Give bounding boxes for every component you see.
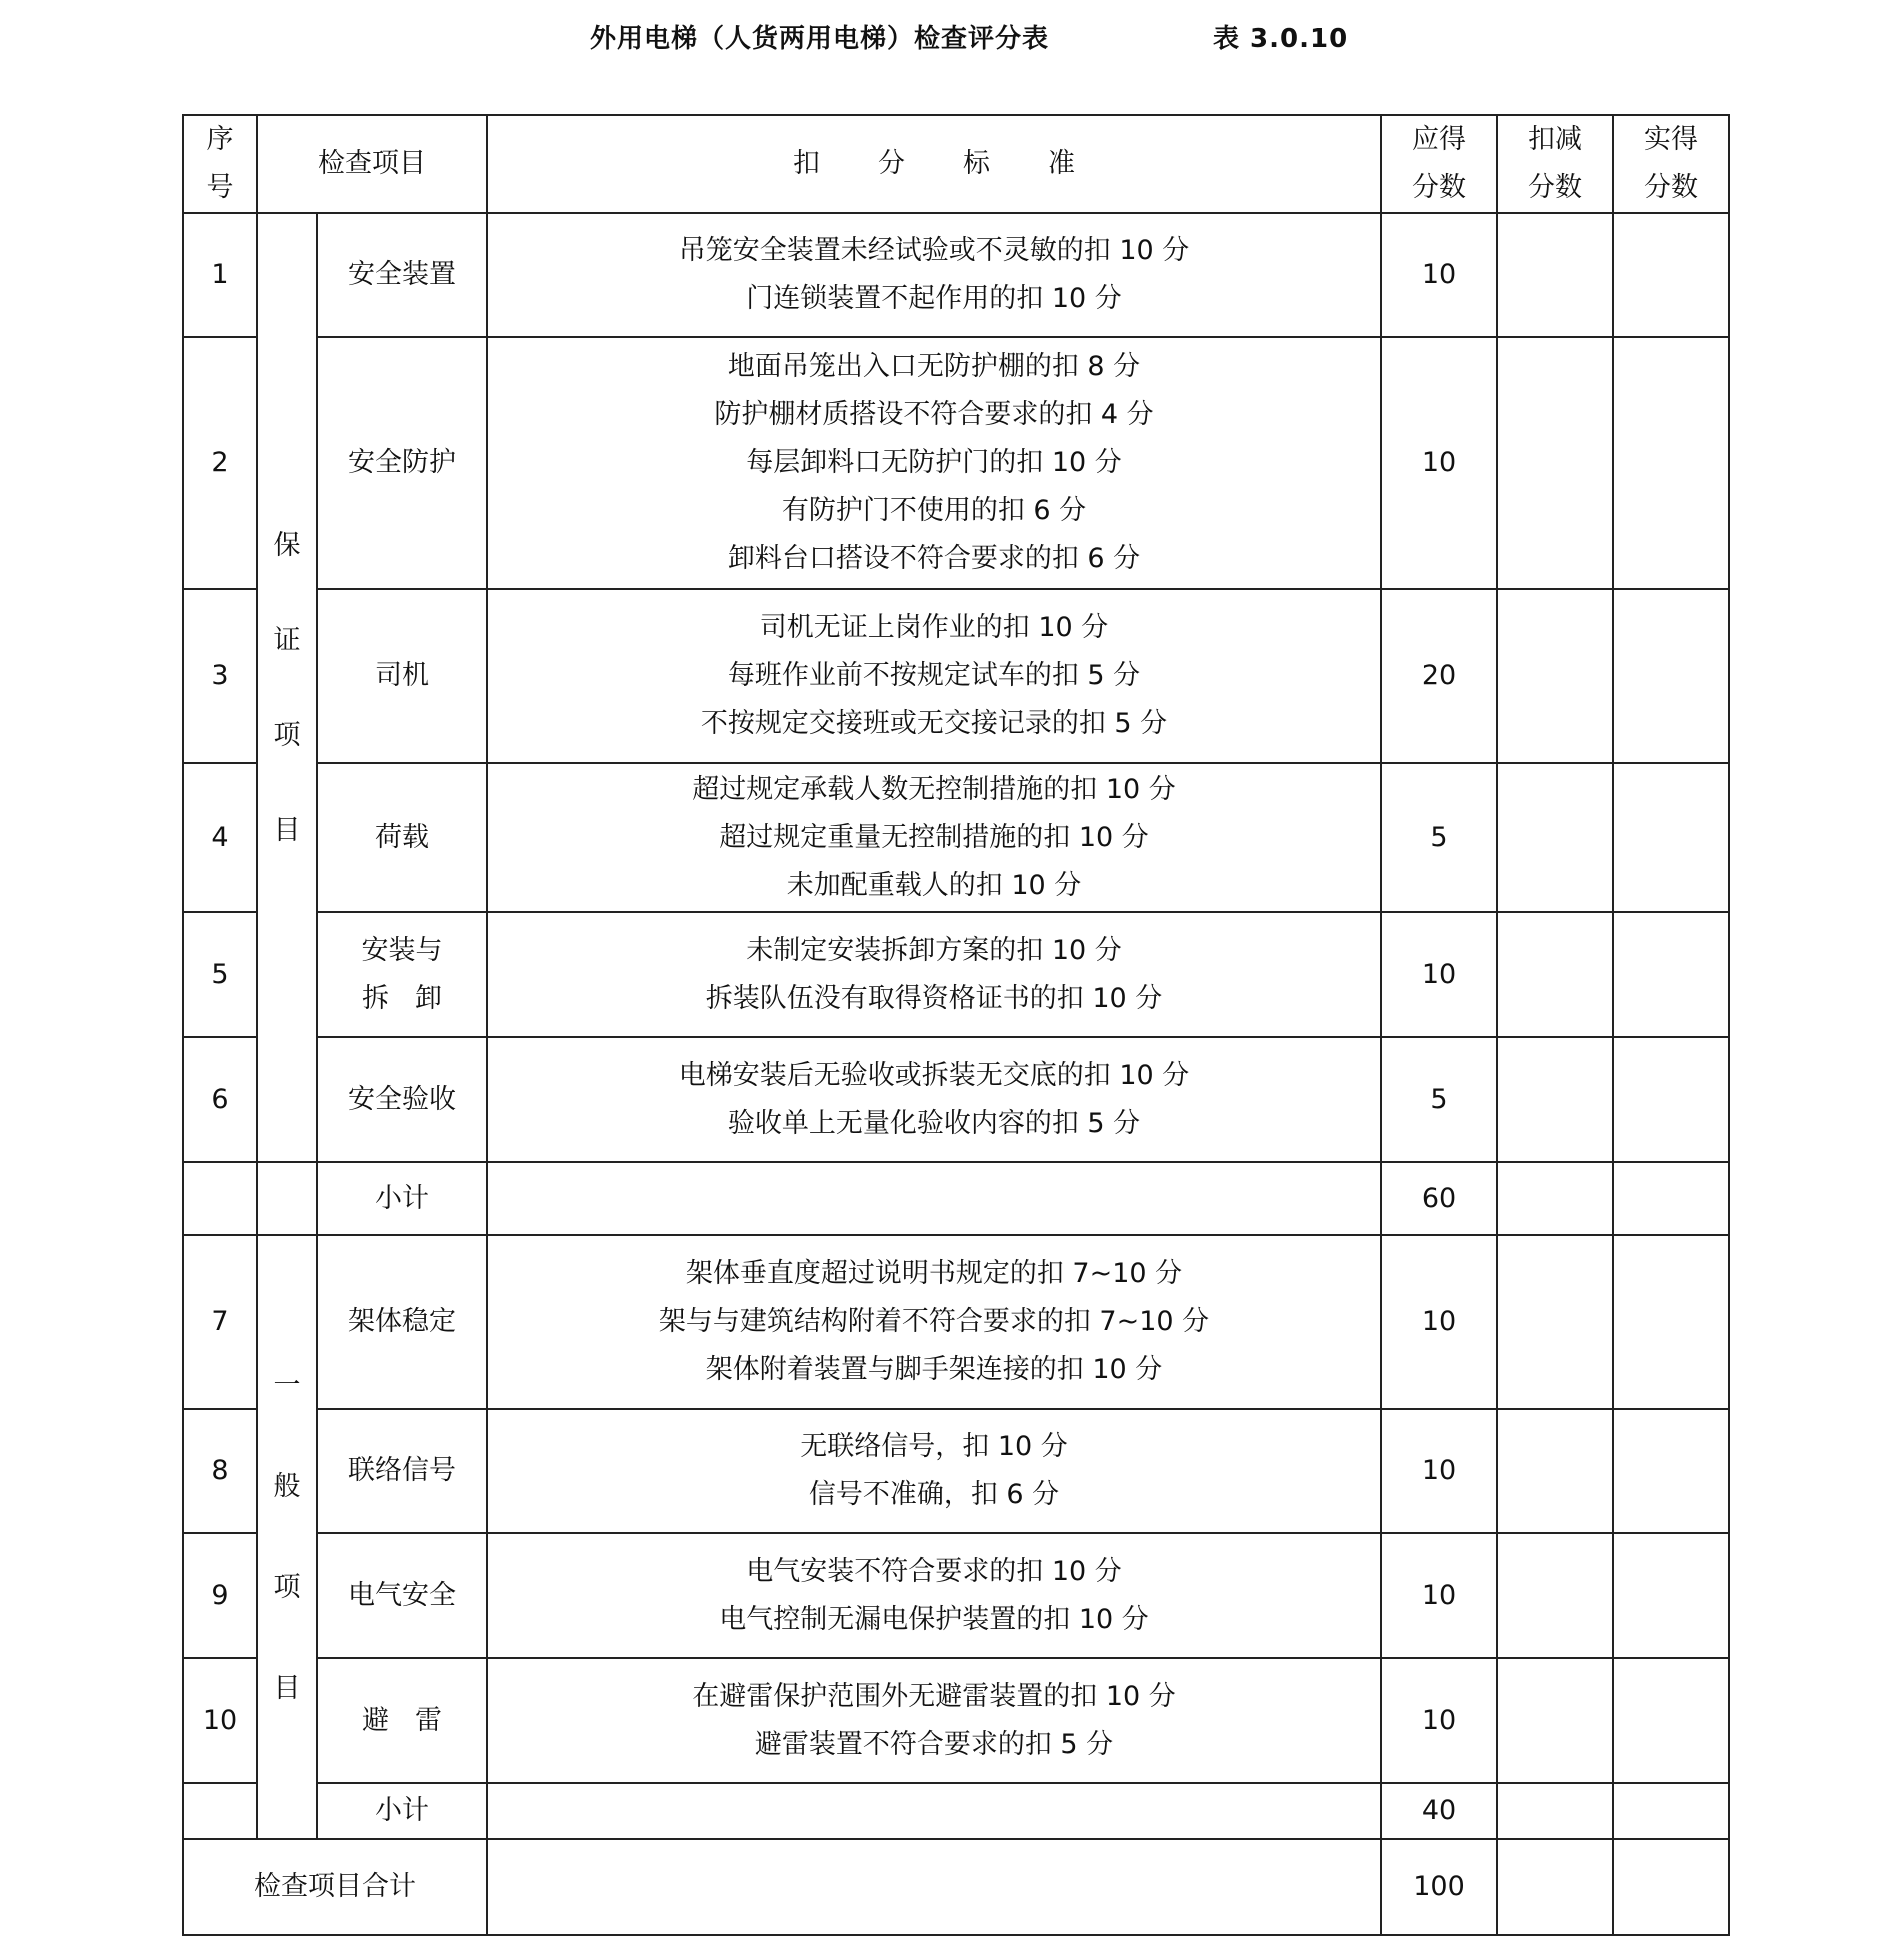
due-score: 20 bbox=[1381, 589, 1497, 763]
deduction-standard: 地面吊笼出入口无防护棚的扣 8 分 防护棚材质搭设不符合要求的扣 4 分 每层卸料口无防护门的扣 10 分 有防护门不使用的扣 6 分 卸料台口搭设不符合要求的扣 6 分 bbox=[487, 337, 1381, 589]
title-bar bbox=[0, 18, 1897, 62]
score-table bbox=[182, 114, 1730, 1936]
due-score: 10 bbox=[1381, 213, 1497, 337]
row-number: 8 bbox=[183, 1409, 257, 1533]
subtotal-row bbox=[183, 1162, 1729, 1235]
item-name: 司机 bbox=[317, 589, 487, 763]
deduct-score-cell[interactable] bbox=[1497, 1037, 1613, 1162]
row-number: 2 bbox=[183, 337, 257, 589]
actual-score-cell[interactable] bbox=[1613, 1409, 1729, 1533]
actual-score-cell[interactable] bbox=[1613, 1235, 1729, 1409]
subtotal-score: 40 bbox=[1381, 1783, 1497, 1839]
due-score: 5 bbox=[1381, 763, 1497, 912]
row-number: 10 bbox=[183, 1658, 257, 1783]
due-score: 10 bbox=[1381, 912, 1497, 1037]
deduction-standard: 在避雷保护范围外无避雷装置的扣 10 分 避雷装置不符合要求的扣 5 分 bbox=[487, 1658, 1381, 1783]
row-number: 3 bbox=[183, 589, 257, 763]
deduction-standard: 电梯安装后无验收或拆装无交底的扣 10 分 验收单上无量化验收内容的扣 5 分 bbox=[487, 1037, 1381, 1162]
actual-score-cell[interactable] bbox=[1613, 1839, 1729, 1935]
deduction-standard: 吊笼安全装置未经试验或不灵敏的扣 10 分 门连锁装置不起作用的扣 10 分 bbox=[487, 213, 1381, 337]
item-name: 避雷 bbox=[317, 1658, 487, 1783]
actual-score-cell[interactable] bbox=[1613, 213, 1729, 337]
row-number: 7 bbox=[183, 1235, 257, 1409]
subtotal-label: 小计 bbox=[317, 1783, 487, 1839]
document-title: 外用电梯（人货两用电梯）检查评分表 bbox=[590, 24, 1050, 54]
table-row bbox=[183, 912, 1729, 1037]
table-row bbox=[183, 1235, 1729, 1409]
deduct-score-cell[interactable] bbox=[1497, 337, 1613, 589]
group-label-general: 一 般 项 目 bbox=[257, 1235, 317, 1839]
total-label: 检查项目合计 bbox=[183, 1839, 487, 1935]
header-due-score: 应得 分数 bbox=[1381, 115, 1497, 213]
item-name: 电气安全 bbox=[317, 1533, 487, 1658]
table-row bbox=[183, 763, 1729, 912]
actual-score-cell[interactable] bbox=[1613, 1533, 1729, 1658]
deduct-score-cell[interactable] bbox=[1497, 1235, 1613, 1409]
deduction-standard: 电气安装不符合要求的扣 10 分 电气控制无漏电保护装置的扣 10 分 bbox=[487, 1533, 1381, 1658]
deduct-score-cell[interactable] bbox=[1497, 1839, 1613, 1935]
deduct-score-cell[interactable] bbox=[1497, 589, 1613, 763]
table-row bbox=[183, 1658, 1729, 1783]
actual-score-cell[interactable] bbox=[1613, 763, 1729, 912]
subtotal-label: 小计 bbox=[317, 1162, 487, 1235]
item-name: 架体稳定 bbox=[317, 1235, 487, 1409]
item-name: 荷载 bbox=[317, 763, 487, 912]
subtotal-empty-seq bbox=[183, 1162, 257, 1235]
actual-score-cell[interactable] bbox=[1613, 1658, 1729, 1783]
deduction-standard: 无联络信号，扣 10 分 信号不准确，扣 6 分 bbox=[487, 1409, 1381, 1533]
due-score: 10 bbox=[1381, 1658, 1497, 1783]
deduct-score-cell[interactable] bbox=[1497, 1533, 1613, 1658]
actual-score-cell[interactable] bbox=[1613, 589, 1729, 763]
deduct-score-cell[interactable] bbox=[1497, 912, 1613, 1037]
deduct-score-cell[interactable] bbox=[1497, 213, 1613, 337]
total-empty-standard bbox=[487, 1839, 1381, 1935]
deduction-standard: 架体垂直度超过说明书规定的扣 7~10 分 架与与建筑结构附着不符合要求的扣 7~10 分 架体附着装置与脚手架连接的扣 10 分 bbox=[487, 1235, 1381, 1409]
actual-score-cell[interactable] bbox=[1613, 912, 1729, 1037]
total-score: 100 bbox=[1381, 1839, 1497, 1935]
header-item: 检查项目 bbox=[257, 115, 487, 213]
row-number: 4 bbox=[183, 763, 257, 912]
header-seq: 序 号 bbox=[183, 115, 257, 213]
deduction-standard: 超过规定承载人数无控制措施的扣 10 分 超过规定重量无控制措施的扣 10 分 未加配重载人的扣 10 分 bbox=[487, 763, 1381, 912]
subtotal-empty-standard bbox=[487, 1162, 1381, 1235]
item-name: 联络信号 bbox=[317, 1409, 487, 1533]
subtotal-empty-group bbox=[257, 1162, 317, 1235]
due-score: 10 bbox=[1381, 1235, 1497, 1409]
row-number: 1 bbox=[183, 213, 257, 337]
table-row bbox=[183, 589, 1729, 763]
item-name: 安全验收 bbox=[317, 1037, 487, 1162]
deduct-score-cell[interactable] bbox=[1497, 1162, 1613, 1235]
item-name: 安全防护 bbox=[317, 337, 487, 589]
table-row bbox=[183, 1533, 1729, 1658]
total-row bbox=[183, 1839, 1729, 1935]
due-score: 10 bbox=[1381, 337, 1497, 589]
deduct-score-cell[interactable] bbox=[1497, 1658, 1613, 1783]
actual-score-cell[interactable] bbox=[1613, 1162, 1729, 1235]
item-name: 安全装置 bbox=[317, 213, 487, 337]
group-label-guarantee: 保 证 项 目 bbox=[257, 213, 317, 1162]
deduct-score-cell[interactable] bbox=[1497, 1783, 1613, 1839]
header-deduct-score: 扣减 分数 bbox=[1497, 115, 1613, 213]
table-row bbox=[183, 1037, 1729, 1162]
deduct-score-cell[interactable] bbox=[1497, 1409, 1613, 1533]
due-score: 10 bbox=[1381, 1409, 1497, 1533]
deduction-standard: 未制定安装拆卸方案的扣 10 分 拆装队伍没有取得资格证书的扣 10 分 bbox=[487, 912, 1381, 1037]
header-actual-score: 实得 分数 bbox=[1613, 115, 1729, 213]
subtotal-empty-standard bbox=[487, 1783, 1381, 1839]
row-number: 6 bbox=[183, 1037, 257, 1162]
actual-score-cell[interactable] bbox=[1613, 337, 1729, 589]
table-row bbox=[183, 1409, 1729, 1533]
subtotal-score: 60 bbox=[1381, 1162, 1497, 1235]
subtotal-row bbox=[183, 1783, 1729, 1839]
table-number: 表 3.0.10 bbox=[1213, 24, 1349, 54]
actual-score-cell[interactable] bbox=[1613, 1783, 1729, 1839]
table-row bbox=[183, 213, 1729, 337]
deduction-standard: 司机无证上岗作业的扣 10 分 每班作业前不按规定试车的扣 5 分 不按规定交接班或无交接记录的扣 5 分 bbox=[487, 589, 1381, 763]
deduct-score-cell[interactable] bbox=[1497, 763, 1613, 912]
due-score: 5 bbox=[1381, 1037, 1497, 1162]
actual-score-cell[interactable] bbox=[1613, 1037, 1729, 1162]
item-name: 安装与 拆卸 bbox=[317, 912, 487, 1037]
table-row bbox=[183, 337, 1729, 589]
header-row bbox=[183, 115, 1729, 213]
row-number: 9 bbox=[183, 1533, 257, 1658]
subtotal-empty-seq bbox=[183, 1783, 257, 1839]
due-score: 10 bbox=[1381, 1533, 1497, 1658]
row-number: 5 bbox=[183, 912, 257, 1037]
header-standard: 扣分标准 bbox=[487, 115, 1381, 213]
